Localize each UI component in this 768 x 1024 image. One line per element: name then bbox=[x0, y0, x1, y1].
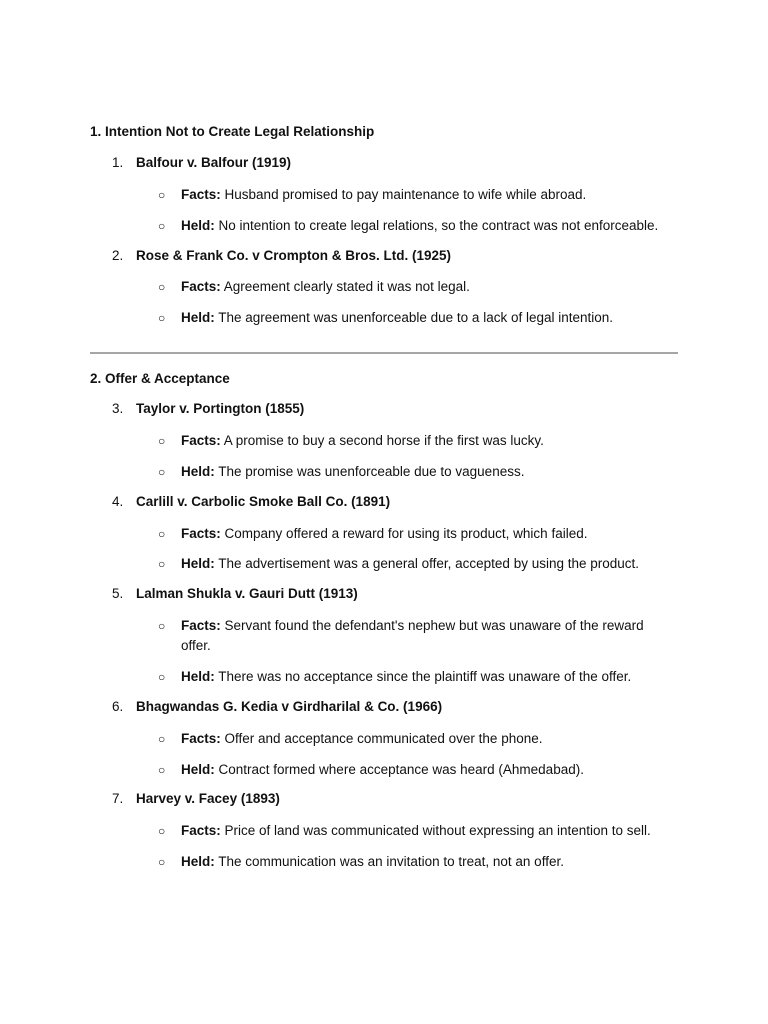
held-label: Held: bbox=[181, 669, 215, 684]
held-point bbox=[158, 667, 678, 687]
bullet-circle-icon: ○ bbox=[158, 732, 166, 746]
case-title: Balfour v. Balfour (1919) bbox=[136, 155, 292, 170]
case-number: 3. bbox=[112, 401, 124, 416]
held-point bbox=[158, 852, 678, 872]
case-title: Taylor v. Portington (1855) bbox=[136, 401, 305, 416]
case-title: Rose & Frank Co. v Crompton & Bros. Ltd. (1925) bbox=[136, 248, 452, 263]
held-label: Held: bbox=[181, 464, 215, 479]
section-heading: 1. Intention Not to Create Legal Relationship bbox=[90, 124, 375, 139]
bullet-circle-icon: ○ bbox=[158, 219, 166, 233]
case-title: Carlill v. Carbolic Smoke Ball Co. (1891) bbox=[136, 494, 391, 509]
bullet-circle-icon: ○ bbox=[158, 824, 166, 838]
case-title: Lalman Shukla v. Gauri Dutt (1913) bbox=[136, 586, 358, 601]
facts-point bbox=[158, 616, 658, 656]
bullet-circle-icon: ○ bbox=[158, 763, 166, 777]
case-item bbox=[112, 401, 304, 416]
case-title: Bhagwandas G. Kedia v Girdharilal & Co. (1966) bbox=[136, 699, 443, 714]
held-text: The communication was an invitation to treat, not an offer. bbox=[218, 854, 564, 869]
held-point bbox=[158, 308, 678, 328]
case-item bbox=[112, 494, 390, 509]
held-text: There was no acceptance since the plaintiff was unaware of the offer. bbox=[218, 669, 632, 684]
held-text: The agreement was unenforceable due to a lack of legal intention. bbox=[218, 310, 614, 325]
facts-point bbox=[158, 431, 678, 451]
held-point bbox=[158, 462, 678, 482]
facts-text: Agreement clearly stated it was not legal. bbox=[223, 279, 470, 294]
held-label: Held: bbox=[181, 556, 215, 571]
facts-point bbox=[158, 277, 678, 297]
held-text: Contract formed where acceptance was heard (Ahmedabad). bbox=[218, 762, 584, 777]
facts-label: Facts: bbox=[181, 823, 221, 838]
bullet-circle-icon: ○ bbox=[158, 557, 166, 571]
section-heading: 2. Offer & Acceptance bbox=[90, 371, 230, 386]
held-text: The advertisement was a general offer, accepted by using the product. bbox=[218, 556, 640, 571]
facts-text: Husband promised to pay maintenance to wife while abroad. bbox=[224, 187, 587, 202]
facts-point bbox=[158, 821, 678, 841]
facts-text: A promise to buy a second horse if the first was lucky. bbox=[223, 433, 544, 448]
case-number: 1. bbox=[112, 155, 124, 170]
facts-point bbox=[158, 524, 678, 544]
facts-label: Facts: bbox=[181, 433, 221, 448]
held-point bbox=[158, 216, 678, 236]
facts-text: Offer and acceptance communicated over the phone. bbox=[224, 731, 543, 746]
bullet-circle-icon: ○ bbox=[158, 670, 166, 684]
held-label: Held: bbox=[181, 762, 215, 777]
case-title: Harvey v. Facey (1893) bbox=[136, 791, 280, 806]
facts-label: Facts: bbox=[181, 279, 221, 294]
bullet-circle-icon: ○ bbox=[158, 527, 166, 541]
facts-text: Servant found the defendant's nephew but was unaware of the reward offer. bbox=[181, 618, 644, 653]
held-point bbox=[158, 760, 678, 780]
case-number: 2. bbox=[112, 248, 124, 263]
case-item bbox=[112, 586, 358, 601]
bullet-circle-icon: ○ bbox=[158, 311, 166, 325]
facts-text: Price of land was communicated without expressing an intention to sell. bbox=[224, 823, 651, 838]
case-number: 4. bbox=[112, 494, 124, 509]
facts-label: Facts: bbox=[181, 618, 221, 633]
bullet-circle-icon: ○ bbox=[158, 465, 166, 479]
bullet-circle-icon: ○ bbox=[158, 280, 166, 294]
facts-point bbox=[158, 729, 678, 749]
held-text: No intention to create legal relations, so the contract was not enforceable. bbox=[218, 218, 659, 233]
facts-label: Facts: bbox=[181, 526, 221, 541]
held-text: The promise was unenforceable due to vagueness. bbox=[218, 464, 525, 479]
case-number: 6. bbox=[112, 699, 124, 714]
case-item bbox=[112, 699, 442, 714]
facts-label: Facts: bbox=[181, 187, 221, 202]
bullet-circle-icon: ○ bbox=[158, 434, 166, 448]
facts-text: Company offered a reward for using its product, which failed. bbox=[224, 526, 588, 541]
case-item bbox=[112, 791, 280, 806]
bullet-circle-icon: ○ bbox=[158, 188, 166, 202]
section-divider bbox=[90, 352, 678, 354]
facts-label: Facts: bbox=[181, 731, 221, 746]
held-label: Held: bbox=[181, 854, 215, 869]
facts-point bbox=[158, 185, 678, 205]
bullet-circle-icon: ○ bbox=[158, 855, 166, 869]
case-item bbox=[112, 248, 451, 263]
bullet-circle-icon: ○ bbox=[158, 619, 166, 633]
held-label: Held: bbox=[181, 218, 215, 233]
case-item bbox=[112, 155, 291, 170]
case-number: 7. bbox=[112, 791, 124, 806]
case-number: 5. bbox=[112, 586, 124, 601]
held-label: Held: bbox=[181, 310, 215, 325]
held-point bbox=[158, 554, 678, 574]
